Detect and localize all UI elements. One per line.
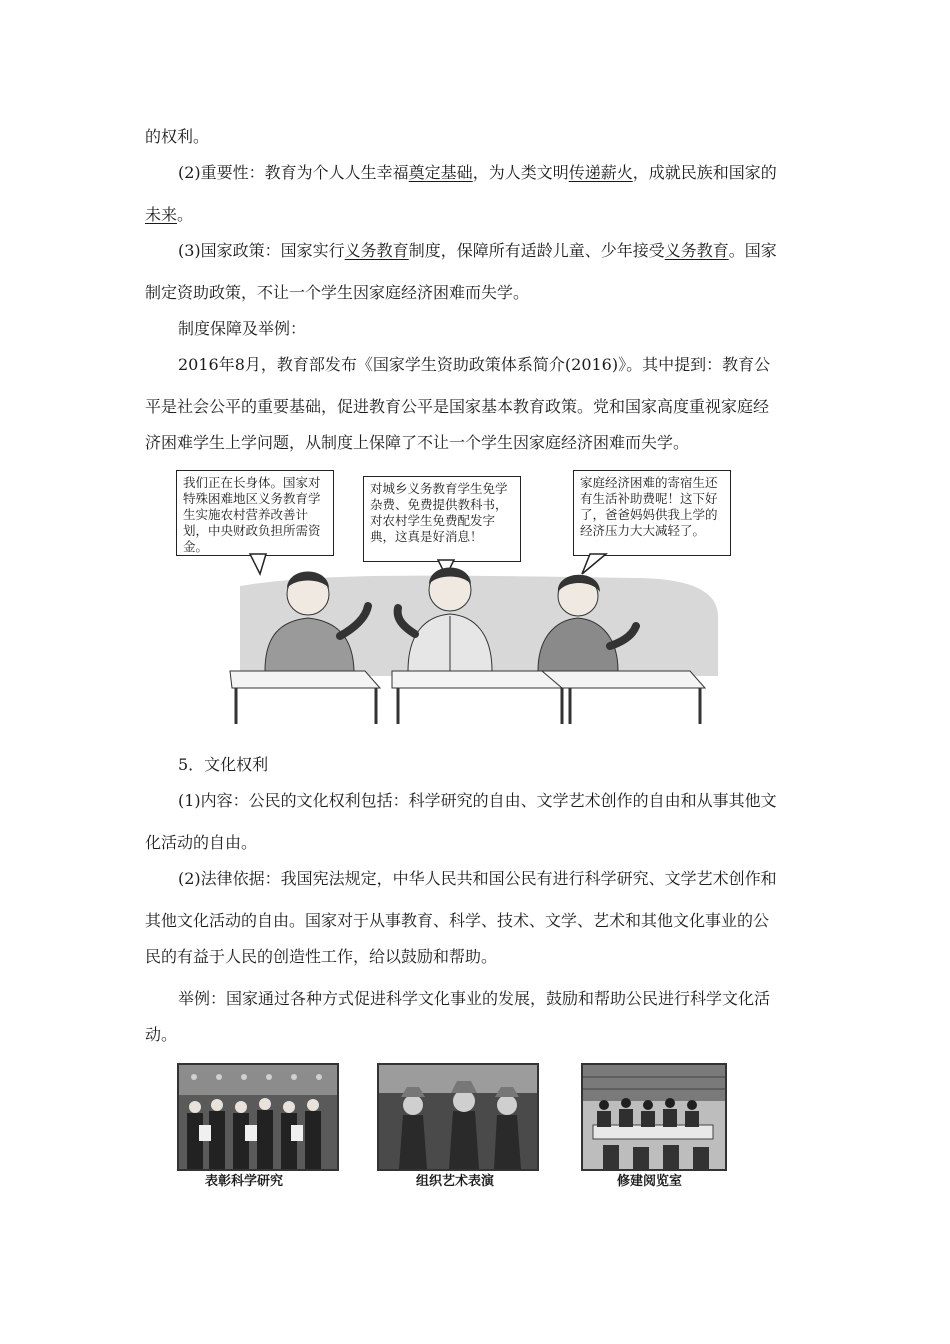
speech-bubble-middle: 对城乡义务教育学生免学杂费、免费提供教科书，对农村学生免费配发字典，这真是好消息！ — [363, 476, 521, 562]
policy-line — [178, 241, 777, 261]
law-line-2: 其他文化活动的自由。国家对于从事教育、科学、技术、文学、艺术和其他文化事业的公 — [145, 911, 770, 930]
students-illustration — [170, 466, 735, 724]
section-title: 5．文化权利 — [178, 755, 269, 774]
example-line-2: 平是社会公平的重要基础，促进教育公平是国家基本教育政策。党和国家高度重视家庭经 — [145, 397, 770, 416]
text-segment: (2)重要性：教育为个人人生幸福 — [178, 163, 409, 182]
text-segment: ，成就民族和国家的 — [632, 163, 777, 182]
underlined-term: 义务教育 — [664, 241, 729, 260]
classroom-scene — [170, 466, 735, 724]
content-line-2: 化活动的自由。 — [145, 833, 258, 852]
photo-caption: 修建阅览室 — [617, 1174, 683, 1189]
law-line-1: (2)法律依据：我国宪法规定，中华人民共和国公民有进行科学研究、文学艺术创作和 — [178, 869, 777, 888]
underlined-term: 奠定基础 — [408, 163, 473, 182]
speech-bubble-left: 我们正在长身体。国家对特殊困难地区义务教育学生实施农村营养改善计划，中央财政负担所需资金。 — [176, 470, 334, 556]
example-line: 举例：国家通过各种方式促进科学文化事业的发展，鼓励和帮助公民进行科学文化活 — [178, 989, 771, 1008]
photo-science-award — [177, 1063, 339, 1171]
example-line-end: 动。 — [145, 1025, 178, 1044]
importance-line-2 — [145, 205, 193, 225]
photo-reading-room — [581, 1063, 727, 1171]
importance-line — [178, 163, 777, 183]
example-heading: 制度保障及举例： — [178, 319, 307, 338]
text-segment: 。 — [177, 205, 194, 224]
photo-art-performance — [377, 1063, 539, 1171]
policy-line-2: 制定资助政策，不让一个学生因家庭经济困难而失学。 — [145, 283, 530, 302]
text-segment: ，为人类文明 — [472, 163, 569, 182]
example-line-1: 2016年8月，教育部发布《国家学生资助政策体系简介(2016)》。其中提到：教育公 — [178, 355, 771, 374]
text-segment: 。国家 — [728, 241, 777, 260]
underlined-term: 传递薪火 — [568, 163, 633, 182]
speech-bubble-right: 家庭经济困难的寄宿生还有生活补助费呢！这下好了，爸爸妈妈供我上学的经济压力大大减轻了。 — [573, 470, 731, 556]
paragraph-line: 的权利。 — [145, 127, 210, 146]
example-line-3: 济困难学生上学问题，从制度上保障了不让一个学生因家庭经济困难而失学。 — [145, 433, 690, 452]
text-segment: 制度，保障所有适龄儿童、少年接受 — [408, 241, 665, 260]
photo-caption: 表彰科学研究 — [205, 1174, 284, 1189]
underlined-term: 义务教育 — [344, 241, 409, 260]
law-line-3: 民的有益于人民的创造性工作，给以鼓励和帮助。 — [145, 947, 498, 966]
photo-caption: 组织艺术表演 — [416, 1174, 495, 1189]
content-line-1: (1)内容：公民的文化权利包括：科学研究的自由、文学艺术创作的自由和从事其他文 — [178, 791, 777, 810]
underlined-term: 未来 — [145, 205, 178, 224]
text-segment: (3)国家政策：国家实行 — [178, 241, 345, 260]
